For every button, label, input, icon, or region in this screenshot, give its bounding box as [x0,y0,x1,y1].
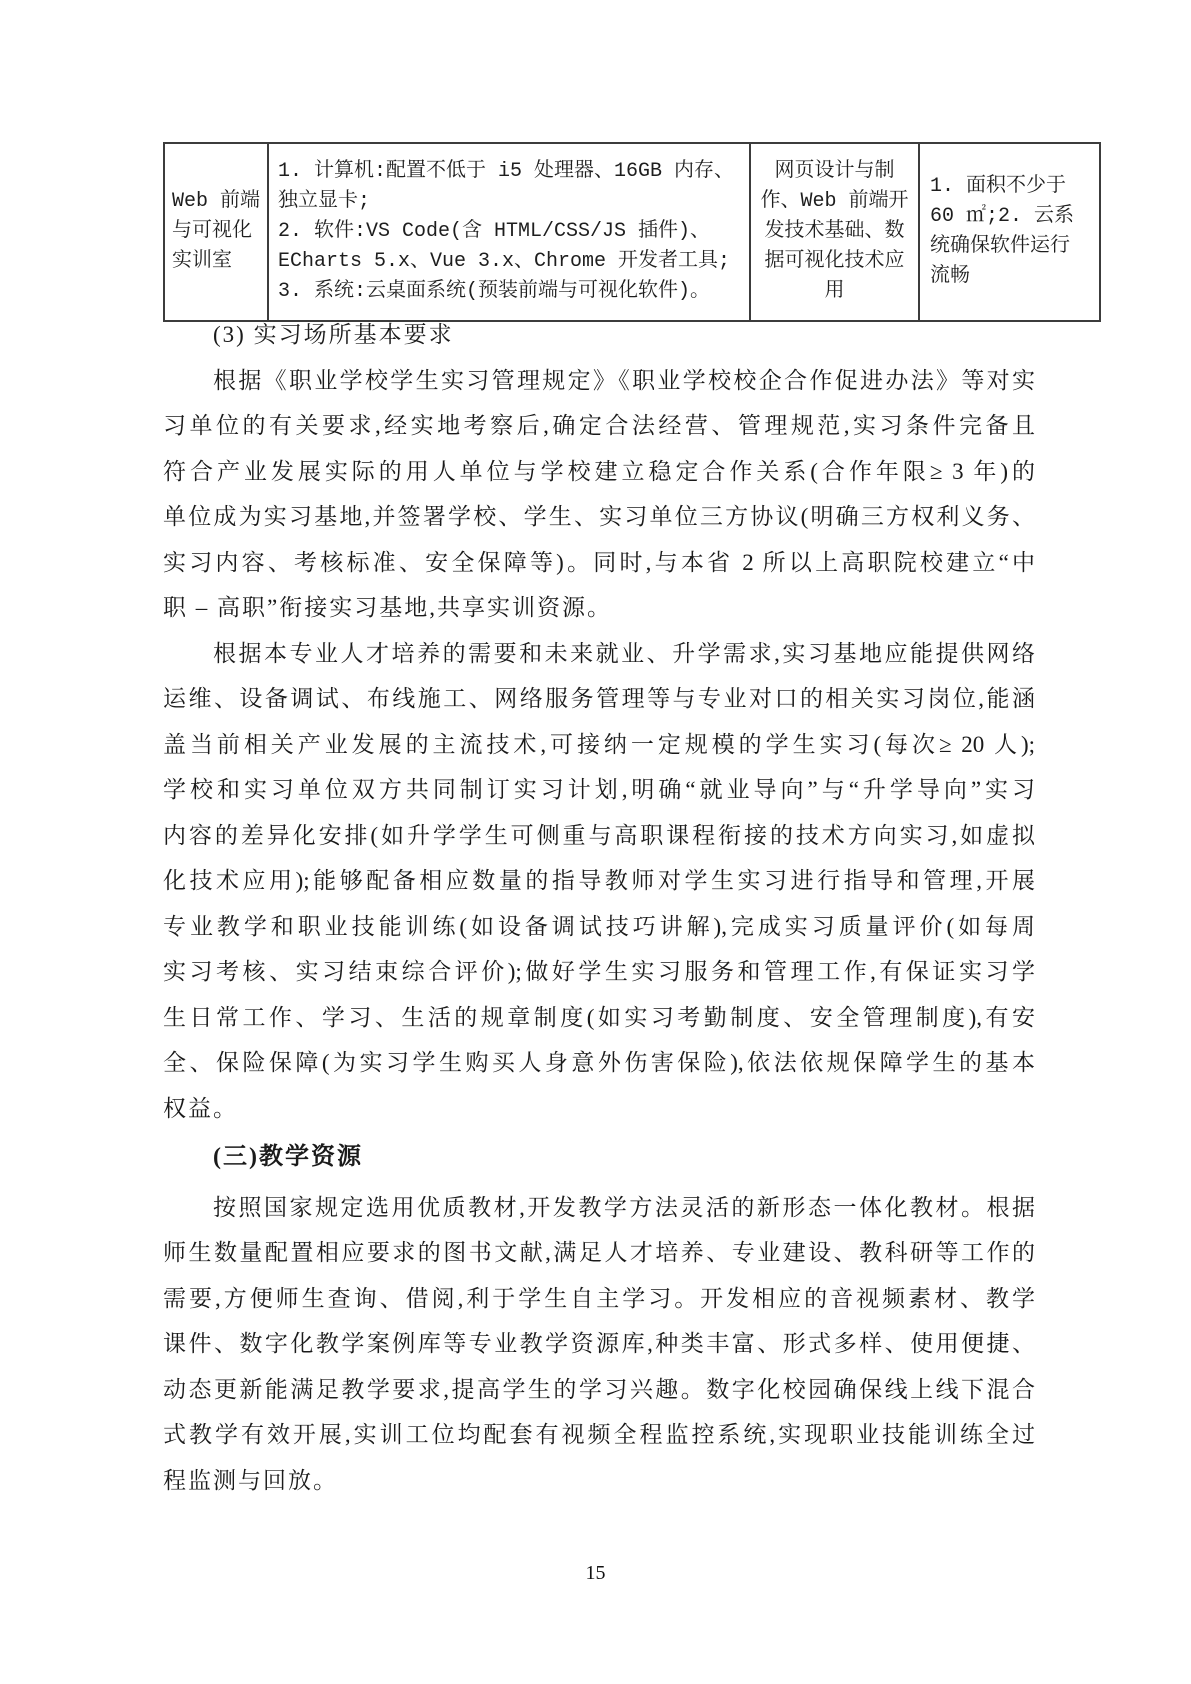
config-item-computer: 1. 计算机:配置不低于 i5 处理器、16GB 内存、独立显卡; [278,160,735,213]
body-line: 符合产业发展实际的用人单位与学校建立稳定合作关系(合作年限≥ 3 年)的 [163,458,1035,484]
body-line: 全、保险保障(为实习学生购买人身意外伤害保险),依法依规保障学生的基本 [163,1050,1035,1075]
cell-room-name [164,143,268,321]
config-item-system: 3. 系统:云桌面系统(预装前端与可视化软件)。 [278,280,711,303]
body-line: 程监测与回放。 [163,1467,338,1493]
body-line: 运维、设备调试、布线施工、网络服务管理等与专业对口的相关实习岗位,能涵 [163,686,1035,711]
body-text [163,312,1035,1503]
cell-equipment-config [268,143,750,321]
cell-area-requirements: 1. 面积不少于 60 ㎡;2. 云系统确保软件运行流畅 [919,143,1100,321]
body-line: 实习内容、考核标准、安全保障等)。同时,与本省 2 所以上高职院校建立“中 [163,549,1035,575]
body-line: 生日常工作、学习、生活的规章制度(如实习考勤制度、安全管理制度),有安 [163,1004,1035,1030]
body-line: 根据《职业学校学生实习管理规定》《职业学校校企合作促进办法》等对实 [213,367,1035,393]
body-line: 按照国家规定选用优质教材,开发教学方法灵活的新形态一体化教材。根据 [213,1194,1035,1220]
body-line: 需要,方便师生查询、借阅,利于学生自主学习。开发相应的音视频素材、教学 [163,1285,1035,1311]
body-line: 职 – 高职”衔接实习基地,共享实训资源。 [163,595,612,620]
body-line: 化技术应用);能够配备相应数量的指导教师对学生实习进行指导和管理,开展 [163,868,1035,893]
body-line: 盖当前相关产业发展的主流技术,可接纳一定规模的学生实习(每次≥ 20 人); [163,731,1035,757]
body-line: 动态更新能满足教学要求,提高学生的学习兴趣。数字化校园确保线上线下混合 [163,1376,1035,1402]
body-line: 课件、数字化教学案例库等专业教学资源库,种类丰富、形式多样、使用便捷、 [163,1331,1035,1356]
subsection-heading-internship-site-requirements: (3) 实习场所基本要求 [213,322,454,347]
body-line: 实习考核、实习结束综合评价);做好学生实习服务和管理工作,有保证实习学 [163,959,1035,984]
body-line: 师生数量配置相应要求的图书文献,满足人才培养、专业建设、教科研等工作的 [163,1240,1035,1265]
body-line: 专业教学和职业技能训练(如设备调试技巧讲解),完成实习质量评价(如每周 [163,913,1035,939]
page-number: 15 [585,1562,606,1584]
body-line: 内容的差异化安排(如升学学生可侧重与高职课程衔接的技术方向实习,如虚拟 [163,822,1035,848]
body-line: 式教学有效开展,实训工位均配套有视频全程监控系统,实现职业技能训练全过 [163,1422,1035,1447]
body-line: 根据本专业人才培养的需要和未来就业、升学需求,实习基地应能提供网络 [213,640,1035,666]
cell-supported-courses: 网页设计与制作、Web 前端开发技术基础、数据可视化技术应用 [750,143,919,321]
body-line: 学校和实习单位双方共同制订实习计划,明确“就业导向”与“升学导向”实习 [163,777,1035,802]
section-heading-teaching-resources: (三)教学资源 [213,1144,363,1170]
body-line: 权益。 [163,1095,238,1121]
training-room-table [163,142,1101,322]
table-row [164,143,1100,321]
room-name: Web 前端与可视化实训室 [172,190,261,273]
body-line: 习单位的有关要求,经实地考察后,确定合法经营、管理规范,实习条件完备且 [163,413,1035,438]
config-item-software: 2. 软件:VS Code(含 HTML/CSS/JS 插件)、ECharts 5.x、Vue 3.x、Chrome 开发者工具; [278,220,731,273]
body-line: 单位成为实习基地,并签署学校、学生、实习单位三方协议(明确三方权利义务、 [163,504,1035,529]
